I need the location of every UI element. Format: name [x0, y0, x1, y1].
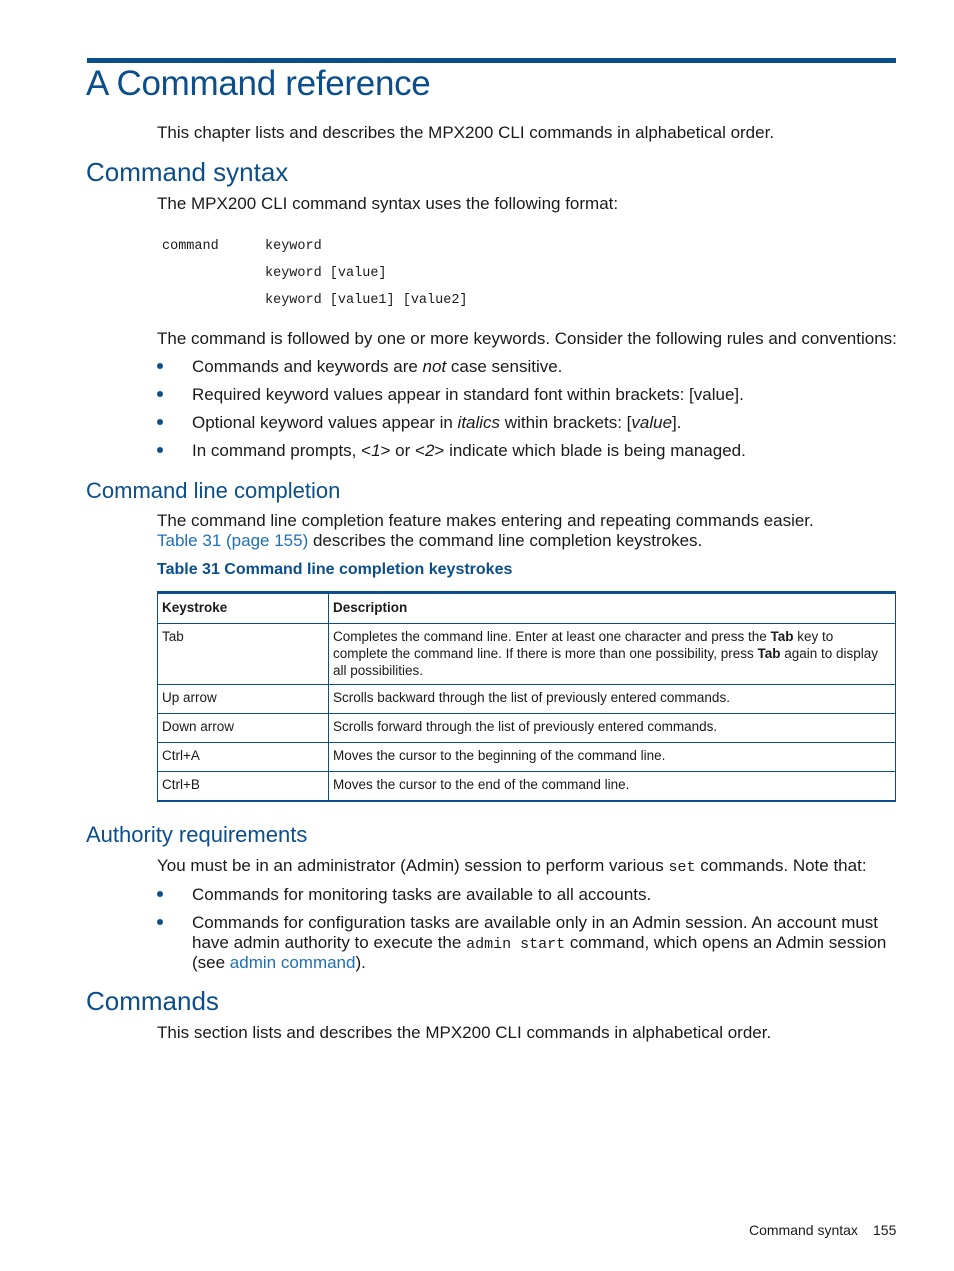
- table-caption: Table 31 Command line completion keystrokes: [157, 561, 513, 578]
- code-line-3: keyword [value1] [value2]: [265, 293, 468, 308]
- completion-text-1: The command line completion feature makes entering and repeating commands easier.: [157, 511, 814, 530]
- description-cell: Moves the cursor to the end of the command line.: [329, 772, 896, 801]
- table-row: [158, 685, 896, 714]
- syntax-lead: The MPX200 CLI command syntax uses the following format:: [157, 194, 619, 213]
- table-row: [158, 714, 896, 743]
- description-cell: Scrolls backward through the list of previously entered commands.: [329, 685, 896, 714]
- command-line-completion-heading: Command line completion: [86, 478, 341, 503]
- bullet-dot: [157, 391, 163, 397]
- table-row: [158, 743, 896, 772]
- title-rule: [87, 58, 896, 63]
- description-cell: Completes the command line. Enter at least one character and press the Tab key to complete the command line. If there is more than one possibility, press Tab again to display all possibilities.: [329, 624, 896, 685]
- table-header-row: [158, 593, 896, 624]
- bullet-dot: [157, 919, 163, 925]
- commands-text: This section lists and describes the MPX200 CLI commands in alphabetical order.: [157, 1023, 772, 1042]
- keystroke-cell: Up arrow: [158, 685, 329, 714]
- table-31-link[interactable]: Table 31 (page 155): [157, 531, 309, 550]
- page-title: A Command reference: [86, 64, 431, 103]
- completion-text-2: Table 31 (page 155) describes the command line completion keystrokes.: [157, 531, 703, 550]
- keystrokes-table: [157, 591, 896, 802]
- keystroke-cell: Tab: [158, 624, 329, 685]
- table-row: [158, 772, 896, 801]
- footer-section: Command syntax: [749, 1222, 858, 1238]
- header-description: Description: [329, 593, 896, 624]
- header-keystroke: Keystroke: [158, 593, 329, 624]
- description-cell: Scrolls forward through the list of previously entered commands.: [329, 714, 896, 743]
- admin-command-link[interactable]: admin command: [229, 953, 356, 972]
- commands-heading: Commands: [86, 986, 219, 1016]
- command-syntax-heading: Command syntax: [86, 157, 289, 187]
- bullet-dot: [157, 363, 163, 369]
- syntax-followup: The command is followed by one or more keywords. Consider the following rules and conventions:: [157, 329, 897, 348]
- intro-text: This chapter lists and describes the MPX200 CLI commands in alphabetical order.: [157, 123, 775, 142]
- keystroke-cell: Down arrow: [158, 714, 329, 743]
- bullet-dot: [157, 891, 163, 897]
- code-line-2: keyword [value]: [265, 266, 387, 281]
- code-line-1: keyword: [265, 239, 322, 254]
- description-cell: Moves the cursor to the beginning of the command line.: [329, 743, 896, 772]
- authority-requirements-heading: Authority requirements: [86, 822, 308, 847]
- code-command: command: [162, 239, 219, 254]
- bullet-dot: [157, 447, 163, 453]
- bullet-dot: [157, 419, 163, 425]
- keystroke-cell: Ctrl+B: [158, 772, 329, 801]
- footer-page-number: 155: [873, 1222, 897, 1238]
- table-row: [158, 624, 896, 685]
- keystroke-cell: Ctrl+A: [158, 743, 329, 772]
- authority-lead: You must be in an administrator (Admin) session to perform various set commands. Note that:: [157, 856, 867, 876]
